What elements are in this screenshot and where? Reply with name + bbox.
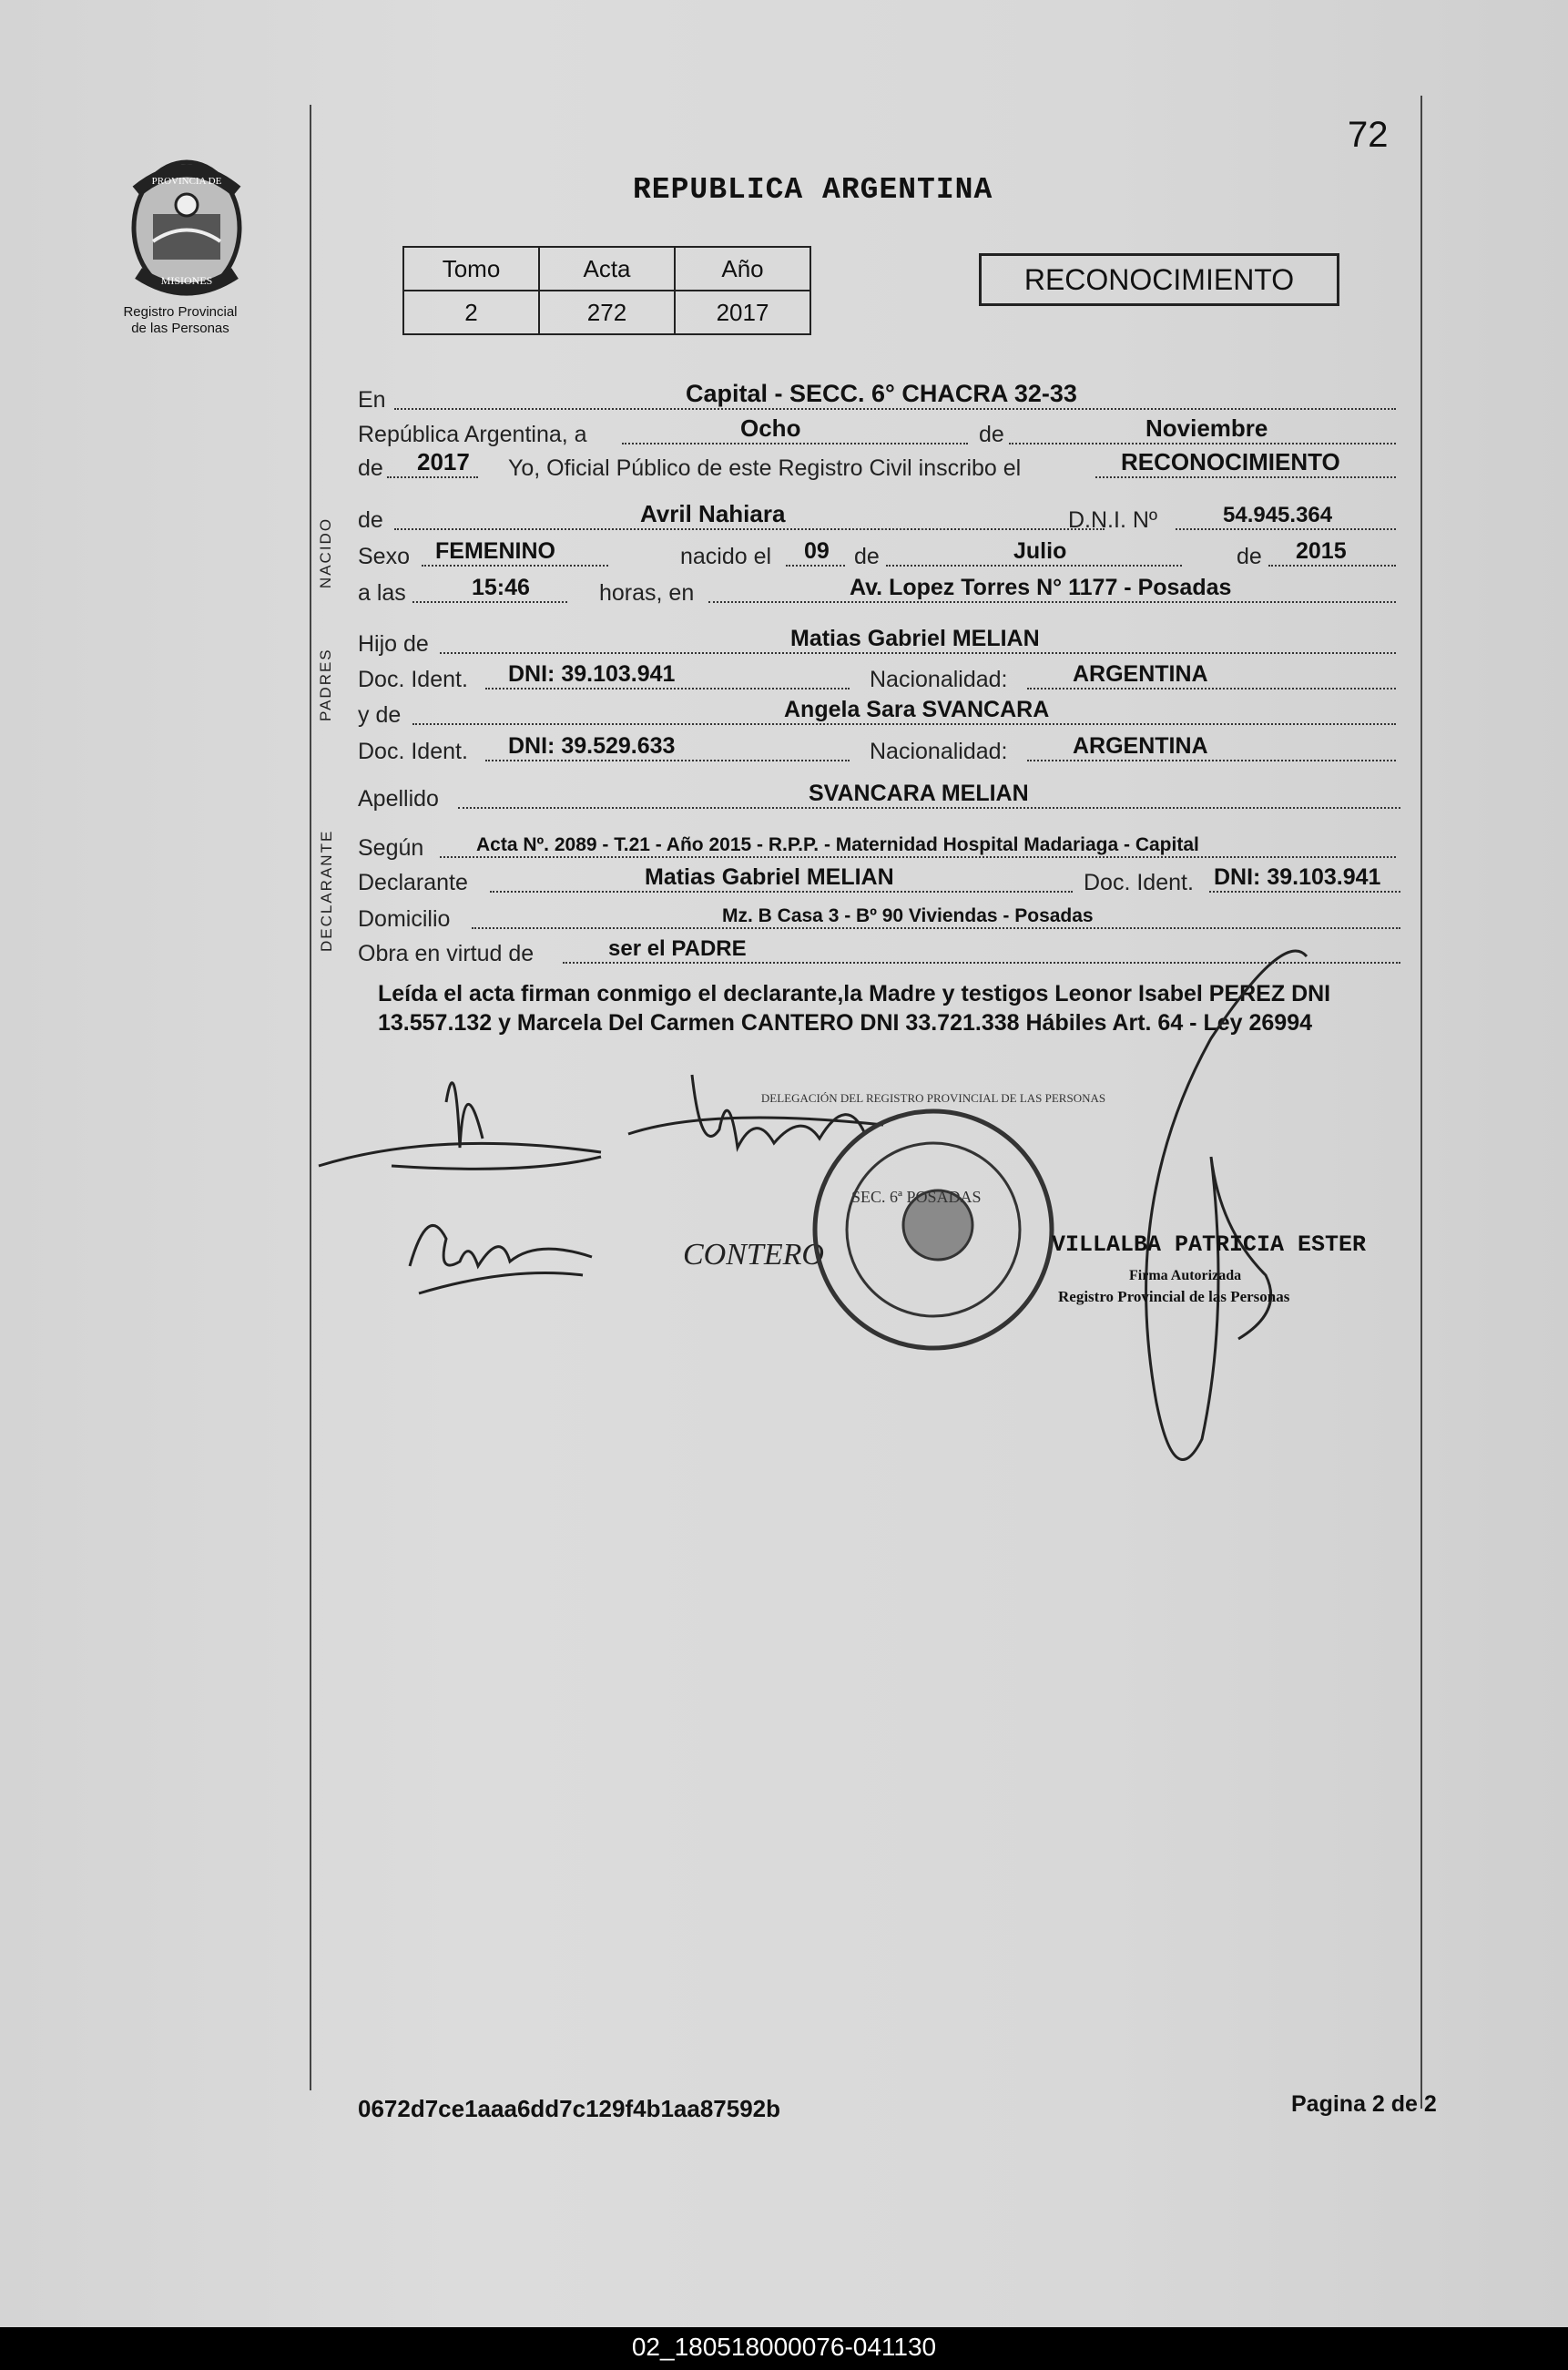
row-madre-doc <box>358 734 1400 767</box>
de-label: de <box>854 544 880 569</box>
en-label: En <box>358 387 386 413</box>
mother-doc: DNI: 39.529.633 <box>508 733 676 759</box>
year-value: 2017 <box>417 448 470 475</box>
signature-declarant <box>628 1075 883 1148</box>
page-title: REPUBLICA ARGENTINA <box>633 173 993 207</box>
svg-text:PROVINCIA DE: PROVINCIA DE <box>151 176 222 187</box>
dni-label: D.N.I. Nº <box>1068 507 1158 533</box>
dni-value: 54.945.364 <box>1223 503 1333 527</box>
dotted-line <box>1209 891 1400 893</box>
dotted-line <box>1027 688 1396 690</box>
signature-mother <box>319 1083 601 1170</box>
dotted-line <box>387 476 478 478</box>
record-table <box>402 246 811 335</box>
nacionalidad-label: Nacionalidad: <box>870 739 1008 764</box>
dotted-line <box>412 601 567 603</box>
name-value: Avril Nahiara <box>640 500 786 527</box>
obra-value: ser el PADRE <box>608 936 747 961</box>
birth-time: 15:46 <box>472 575 530 600</box>
declarante-doc: DNI: 39.103.941 <box>1214 864 1381 890</box>
declarante-value: Matias Gabriel MELIAN <box>645 864 894 890</box>
dotted-line <box>485 688 850 690</box>
dotted-line <box>1027 760 1396 761</box>
apellido-label: Apellido <box>358 786 439 812</box>
file-footer-label: 02_180518000076-041130 <box>631 2333 937 2361</box>
de-label: de <box>979 422 1004 447</box>
dotted-line <box>412 723 1396 725</box>
segun-value: Acta Nº. 2089 - T.21 - Año 2015 - R.P.P. - Maternidad Hospital Madariaga - Capital <box>476 834 1199 855</box>
signature-witness-perez <box>410 1225 592 1293</box>
row-nombre <box>358 500 1400 536</box>
dotted-line <box>708 601 1396 603</box>
row-padre-doc <box>358 662 1400 695</box>
dotted-line <box>422 565 608 567</box>
acta-value: 272 <box>539 291 675 334</box>
dotted-line <box>1009 443 1396 444</box>
section-label-padres: PADRES <box>317 648 334 721</box>
witness-cantero-handwriting: CONTERO <box>683 1238 824 1272</box>
table-header-acta: Acta <box>539 247 675 291</box>
svg-text:DELEGACIÓN DEL REGISTRO PROVIN: DELEGACIÓN DEL REGISTRO PROVINCIAL DE LAS PERSONAS <box>760 1091 1106 1105</box>
dotted-line <box>490 891 1073 893</box>
section-label-declarante: DECLARANTE <box>318 829 335 952</box>
declarante-label: Declarante <box>358 870 468 895</box>
closing-statement: Leída el acta firman conmigo el declarante,la Madre y testigos Leonor Isabel PEREZ DNI 13.557.132 y Marcela Del Carmen CANTERO DNI 33.721.338 Hábiles Art. 64 - Ley 26994 <box>378 981 1331 1036</box>
table-header-anio: Año <box>675 247 810 291</box>
dotted-line <box>440 652 1396 654</box>
en-value: Capital - SECC. 6° CHACRA 32-33 <box>686 380 1077 407</box>
provincial-seal-logo <box>118 155 255 301</box>
father-doc: DNI: 39.103.941 <box>508 661 676 687</box>
page-number: 72 <box>1348 115 1389 155</box>
sexo-value: FEMENINO <box>435 538 555 564</box>
official-role: Firma Autorizada <box>1129 1268 1242 1283</box>
row-fecha <box>358 414 1400 450</box>
month-value: Noviembre <box>1145 414 1268 442</box>
dotted-line <box>886 565 1182 567</box>
dotted-line <box>458 807 1400 809</box>
act-type-box: RECONOCIMIENTO <box>979 253 1339 306</box>
row-apellido <box>358 781 1400 814</box>
svg-text:MISIONES: MISIONES <box>160 274 213 287</box>
anio-value: 2017 <box>675 291 810 334</box>
doc-label: Doc. Ident. <box>358 739 468 764</box>
official-registry: Registro Provincial de las Personas <box>1058 1288 1290 1305</box>
pagination: Pagina 2 de 2 <box>1291 2091 1437 2117</box>
oficial-label: Yo, Oficial Público de este Registro Civil inscribo el <box>508 455 1022 481</box>
nacionalidad-label: Nacionalidad: <box>870 667 1008 692</box>
dotted-line <box>394 408 1396 410</box>
mother-nationality: ARGENTINA <box>1073 733 1208 759</box>
declarante-doc-label: Doc. Ident. <box>1084 870 1194 895</box>
tomo-value: 2 <box>403 291 539 334</box>
table-header-tomo: Tomo <box>403 247 539 291</box>
father-name: Matias Gabriel MELIAN <box>790 626 1040 651</box>
birth-place: Av. Lopez Torres N° 1177 - Posadas <box>850 575 1232 600</box>
dotted-line <box>394 528 1105 530</box>
de-label: de <box>358 455 383 481</box>
signature-official <box>1146 951 1307 1460</box>
a-las-label: a las <box>358 580 406 606</box>
table-header-row <box>403 247 810 291</box>
dotted-line <box>786 565 845 567</box>
doc-label: Doc. Ident. <box>358 667 468 692</box>
birth-day: 09 <box>804 538 830 564</box>
row-oficial <box>358 448 1400 484</box>
mother-name: Angela Sara SVANCARA <box>784 697 1050 722</box>
section-label-nacido: NACIDO <box>317 516 334 589</box>
birth-month: Julio <box>1013 538 1067 564</box>
segun-label: Según <box>358 835 424 861</box>
obra-label: Obra en virtud de <box>358 941 535 966</box>
row-declarante <box>358 865 1400 898</box>
svg-text:SEC. 6ª POSADAS: SEC. 6ª POSADAS <box>851 1188 982 1206</box>
horas-label: horas, en <box>599 580 695 606</box>
de-label: de <box>1237 544 1262 569</box>
inscribe-value: RECONOCIMIENTO <box>1121 448 1340 475</box>
table-row <box>403 291 810 334</box>
row-hora <box>358 576 1400 608</box>
republica-label: República Argentina, a <box>358 422 587 447</box>
father-nationality: ARGENTINA <box>1073 661 1208 687</box>
apellido-value: SVANCARA MELIAN <box>809 781 1029 806</box>
birth-year: 2015 <box>1296 538 1347 564</box>
document-hash: 0672d7ce1aaa6dd7c129f4b1aa87592b <box>358 2095 781 2122</box>
dotted-line <box>622 443 968 444</box>
yde-label: y de <box>358 702 402 728</box>
dotted-line <box>1095 476 1396 478</box>
registry-caption: Registro Provincial de las Personas <box>123 304 238 336</box>
row-segun <box>358 831 1400 863</box>
row-padre <box>358 627 1400 659</box>
dotted-line <box>440 856 1396 858</box>
nacido-label: nacido el <box>680 544 772 569</box>
domicilio-value: Mz. B Casa 3 - Bº 90 Viviendas - Posadas <box>722 905 1094 926</box>
hijo-label: Hijo de <box>358 631 429 657</box>
dotted-line <box>1176 528 1396 530</box>
row-en <box>358 380 1400 415</box>
domicilio-label: Domicilio <box>358 906 451 932</box>
row-sexo <box>358 539 1400 572</box>
dotted-line <box>485 760 850 761</box>
de-label: de <box>358 507 383 533</box>
dotted-line <box>1268 565 1396 567</box>
official-name: VILLALBA PATRICIA ESTER <box>1052 1231 1367 1258</box>
day-value: Ocho <box>740 414 801 442</box>
row-madre <box>358 698 1400 730</box>
sexo-label: Sexo <box>358 544 410 569</box>
signatures-area <box>300 929 1439 1530</box>
